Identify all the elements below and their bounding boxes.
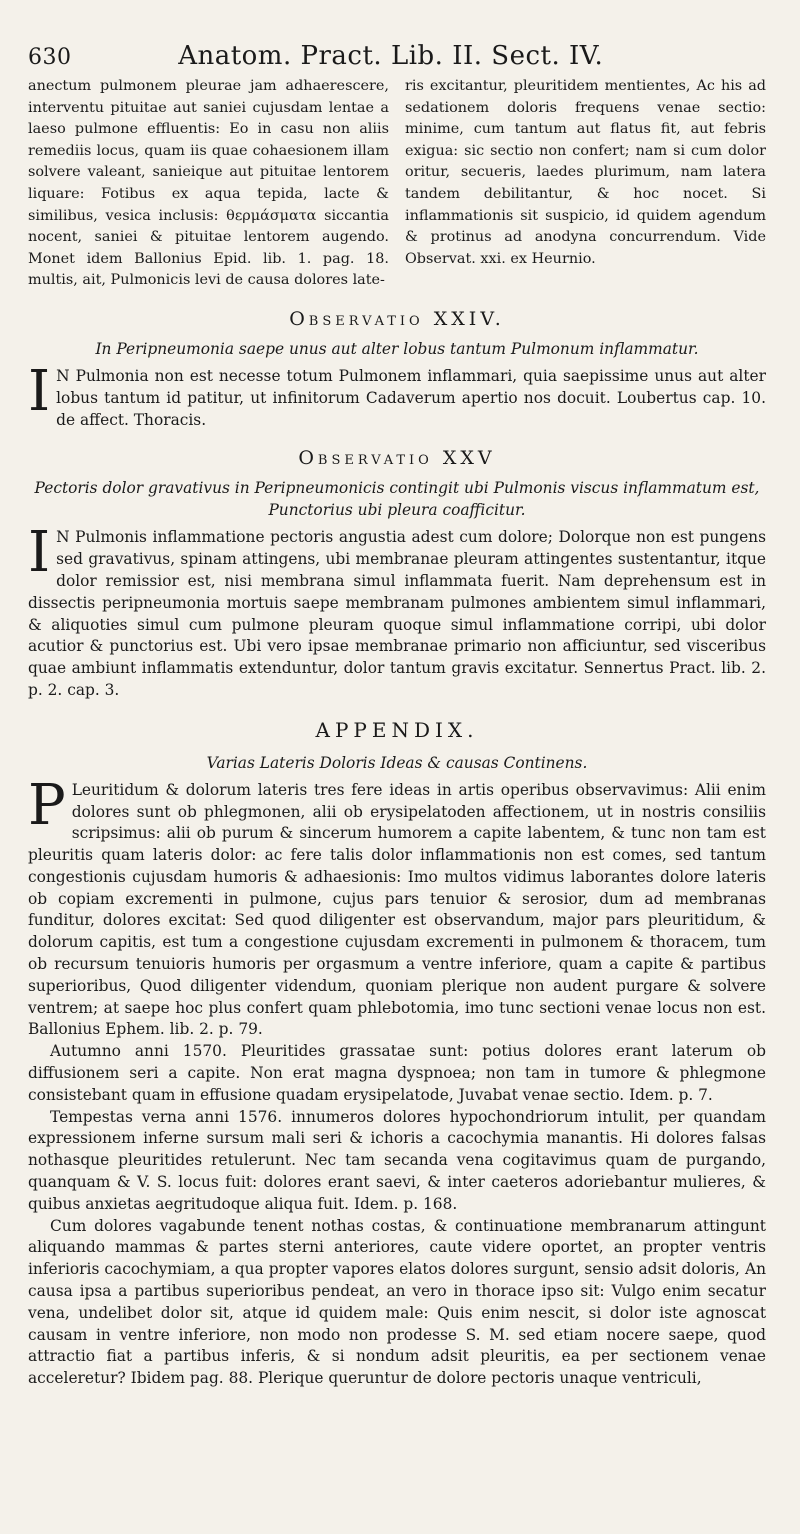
appendix-paragraph-1 (28, 772, 766, 1042)
drop-cap: I (28, 520, 51, 586)
observation-25 (28, 447, 766, 701)
appendix-subtitle: Varias Lateris Doloris Ideas & causas Continens. (206, 753, 588, 772)
running-title: Anatom. Pract. Lib. II. Sect. IV. (178, 41, 604, 71)
appendix-paragraph-2: Autumno anni 1570. Pleuritides grassatae sunt: potius dolores erant laterum ob diffusionem seri a capite. Non erat magna dyspnoea; non tam in tumore & phlegmone consistebant quam in effusione quadam erysipelatode, Juvabat venae sectio. Idem. p. 7. (28, 1042, 766, 1104)
observation-24-title: Observatio XXIV. (289, 307, 505, 330)
left-column (28, 76, 389, 292)
observation-24-body (28, 358, 766, 431)
observation-24 (28, 308, 766, 431)
appendix-title: APPENDIX. (315, 717, 479, 742)
appendix-section (28, 718, 766, 1390)
drop-cap: P (28, 772, 66, 838)
observation-25-body (28, 520, 766, 701)
page-header (28, 40, 766, 74)
appendix-paragraph-3: Tempestas verna anni 1576. innumeros dolores hypochondriorum intulit, per quandam expressionem inferne sursum mali seri & ichoris a cacochymia manantis. Hi dolores falsas nothasque pleuritides retulerunt. Nec tam secanda vena cogitavimus quam de purgando, quanquam & V. S. locus fuit: dolores erant saevi, & inter caeteros adoriebantur mulieres, & quibus anxietas aegritudoque aliqua fuit. Idem. p. 168. (28, 1107, 766, 1213)
appendix-paragraph-4: Cum dolores vagabunde tenent nothas costas, & continuatione membranarum attingunt aliquando mammas & partes sterni anteriores, caute videre oportet, an propter ventris inferioris cacochymiam, a qua propter vapores elatos dolores surgunt, sensio adsit doloris, An causa ipsa a partibus superioribus pendeat, an vero in thorace ipso sit: Vulgo enim secatur vena, undelibet dolor sit, atque id quidem male: Quis enim nescit, si dolor iste agnoscat causam in ventre inferiore, non modo non prodesse S. M. sed etiam nocere saepe, quod attractio fiat a partibus inferis, & si nondum adsit pleuritis, ea per sectionem venae acceleretur? Ibidem pag. 88. Plerique queruntur de dolore pectoris unaque ventriculi, (28, 1216, 766, 1388)
left-column-text: anectum pulmonem pleurae jam adhaerescere, interventu pituitae aut saniei cujusdam lentae a laeso pulmone effluentis: Eo in casu non aliis remediis locus, quam iis quae cohaesionem illam solvere valeant, sanieique aut pituitae lentorem liquare: Fotibus ex aqua tepida, lacte & similibus, vesica inclusis: θερμάσματα siccantia nocent, saniei & pituitae lentorem augendo. Monet idem Ballonius Epid. lib. 1. pag. 18. multis, ait, Pulmonicis levi de causa dolores late- (28, 78, 389, 289)
observation-25-title: Observatio XXV (298, 447, 496, 470)
observation-25-subtitle: Pectoris dolor gravativus in Peripneumonicis contingit ubi Pulmonis viscus inflammatum est, Punctorius ubi pleura coafficitur. (34, 479, 760, 520)
observation-24-subtitle: In Peripneumonia saepe unus aut alter lobus tantum Pulmonum inflammatur. (95, 339, 699, 358)
right-column (405, 76, 766, 292)
observation-24-text: N Pulmonia non est necesse totum Pulmonem inflammari, quia saepissime unus aut alter lobus tantum id patitur, ut infinitorum Cadaverum apertio nos docuit. Loubertus cap. 10. de affect. Thoracis. (56, 366, 766, 429)
page-number: 630 (28, 45, 72, 70)
drop-cap: I (28, 358, 51, 424)
appendix-paragraph-1-text: Leuritidum & dolorum lateris tres fere ideas in artis operibus observavimus: Alii enim dolores sunt ob phlegmonen, alii ob erysipelatoden affectionem, ut in nostris consiliis scripsimus: alii ob purum & sincerum humorem a capite labentem, & tunc non tam est pleuritis quam lateris dolor: ac fere talis dolor inflammationis non est comes, sed tantum congestionis cujusdam humoris & adhaesionis: Imo multos vidimus laborantes dolore lateris ob copiam excrementi in pulmone, cujus pars tenuior & serosior, dum ad membranas funditur, dolores excitat: Sed quod diligenter est observandum, major pars pleuritidum, & dolorum capitis, est tum a congestione cujusdam excrementi in pulmonem & thoracem, tum ob recursum tenuioris humoris per orgasmum a ventre inferiore, quam a capite & partibus superioribus, Quod diligenter videndum, quoniam plerique non audent purgare & solvere ventrem; at saepe hoc plus confert quam phlebotomia, imo tunc sectioni venae locus non est. Ballonius Ephem. lib. 2. p. 79. (28, 780, 766, 1039)
observation-25-text: N Pulmonis inflammatione pectoris angustia adest cum dolore; Dolorque non est pungens sed gravativus, spinam attingens, ubi membranae pleuram attingentes sustentantur, itque dolor remissior est, nisi membrana simul inflammata fuerit. Nam deprehensum est in dissectis peripneumonia mortuis saepe membranam pulmones ambientem simul inflammari, & aliquoties simul cum pulmone pleuram quoque simul inflammatione corripi, ubi dolor acutior & punctorius est. Ubi vero ipsae membranae primario non afficiuntur, sed visceribus quae ambiunt inflammatis extenduntur, dolor tantum gravis excitatur. Sennertus Pract. lib. 2. p. 2. cap. 3. (28, 528, 766, 699)
two-column-continuation (28, 76, 766, 292)
right-column-text: ris excitantur, pleuritidem mentientes, Ac his ad sedationem doloris frequens venae sectio: minime, cum tantum aut flatus fit, aut febris exigua: sic sectio non confert; nam si cum dolor oritur, secueris, laedes plurimum, nam latera tandem debilitantur, & hoc nocet. Si inflammationis sit suspicio, id quidem agendum & protinus ad anodyna concurrendum. Vide Observat. xxi. ex Heurnio. (405, 78, 766, 267)
